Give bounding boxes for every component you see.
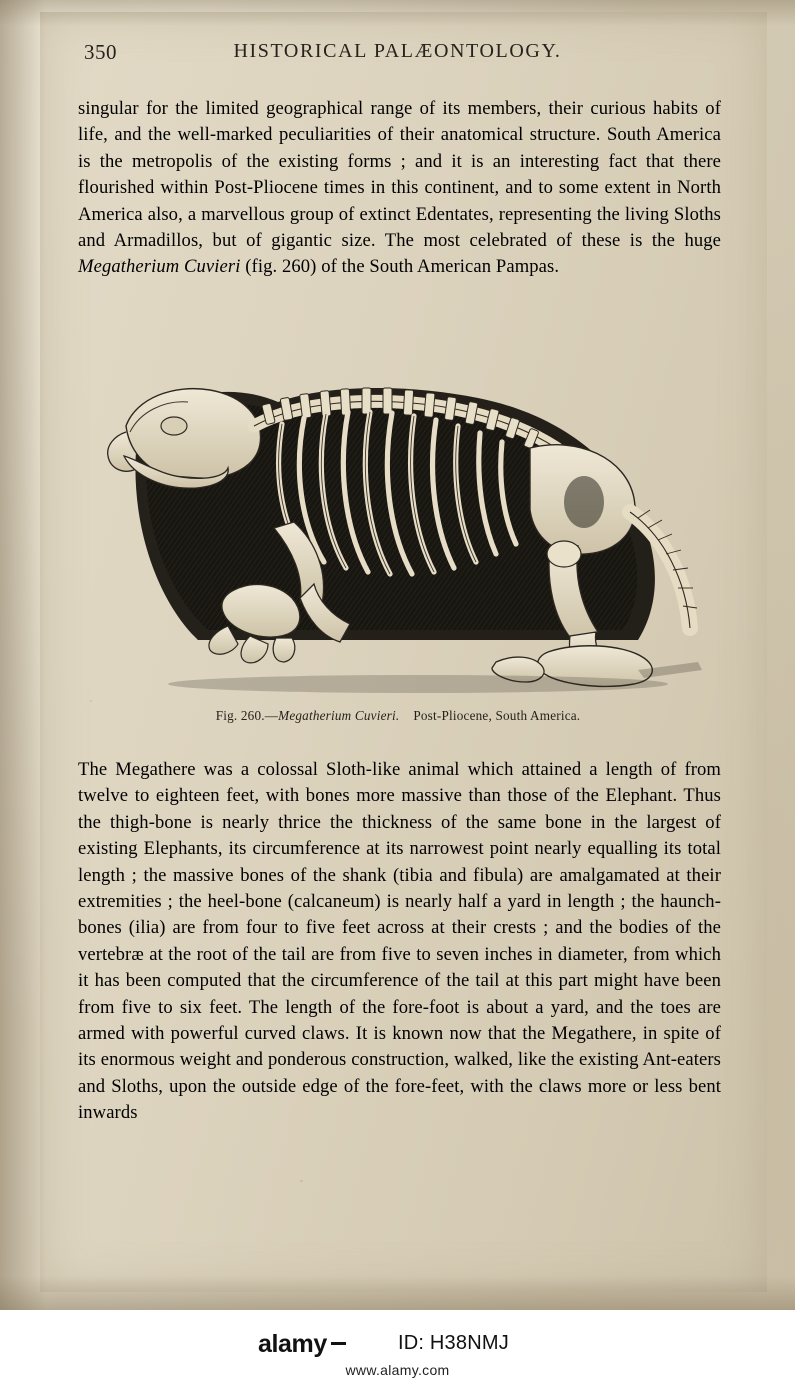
figure-caption	[78, 708, 718, 724]
page-title: HISTORICAL PALÆONTOLOGY.	[233, 40, 562, 62]
megatherium-skeleton-engraving	[78, 340, 718, 700]
paragraph-top-tail: (fig. 260) of the South American Pampas.	[240, 256, 560, 278]
alamy-brand-text: alamy	[258, 1330, 327, 1358]
orbit	[161, 417, 187, 435]
image-id: ID: H38NMJ	[398, 1332, 509, 1354]
alamy-url: www.alamy.com	[345, 1362, 450, 1378]
paper-speckle	[300, 1180, 303, 1182]
paragraph-top	[78, 96, 721, 281]
pelvis-foramen	[564, 476, 604, 528]
figure-species: Megatherium Cuvieri.	[278, 708, 400, 723]
figure-260	[78, 340, 718, 740]
figure-label: Fig. 260.—	[215, 708, 279, 723]
watermark-footer	[0, 1310, 795, 1390]
alamy-logo-dash	[331, 1342, 346, 1345]
paragraph-top-text: singular for the limited geographical range of its members, their curious habits of life, and the well-marked peculiarities of their anatomical structure. South America is the metropolis of the existing forms ; and it is an interesting fact that there flourished within Post-Pliocene times in this continent, and to some extent in North America also, a marvellous group of extinct Edentates, representing the living Sloths and Armadillos, but of gigantic size. The most celebrated of these is the huge	[78, 98, 721, 252]
page-edge-shadow-top	[0, 0, 795, 26]
alamy-logo	[258, 1330, 351, 1359]
page-edge-shadow-left	[0, 0, 46, 1310]
running-head	[72, 40, 723, 70]
knee	[547, 541, 581, 567]
ground-shadow	[168, 675, 668, 693]
species-name-italic: Megatherium Cuvieri	[78, 256, 241, 278]
page-number: 350	[84, 40, 117, 64]
paragraph-bottom: The Megathere was a colossal Sloth-like animal which attained a length of from twelve to eighteen feet, with bones more massive than those of the Elephant. Thus the thigh-bone is nearly thrice the thickness of the same bone in the largest of existing Elephants, its circumference at its narrowest point nearly equalling its total length ; the massive bones of the shank (tibia and fibula) are amalgamated at their extremities ; the heel-bone (calcaneum) is nearly half a yard in length ; the haunch-bones (ilia) are from four to five feet across at their crests ; and the bodies of the vertebræ at the root of the tail are from five to seven inches in diameter, from which it has been computed that the circumference of the tail at this part might have been from five to six feet. The length of the fore-foot is about a yard, and the toes are armed with powerful curved claws. It is known now that the Megathere, in spite of its enormous weight and ponderous construction, walked, like the existing Ant-eaters and Sloths, upon the outside edge of the fore-feet, with the claws more or less bent inwards	[78, 759, 721, 1124]
page-edge-shadow-bottom	[0, 1276, 795, 1310]
figure-provenance: Post-Pliocene, South America.	[413, 708, 581, 723]
